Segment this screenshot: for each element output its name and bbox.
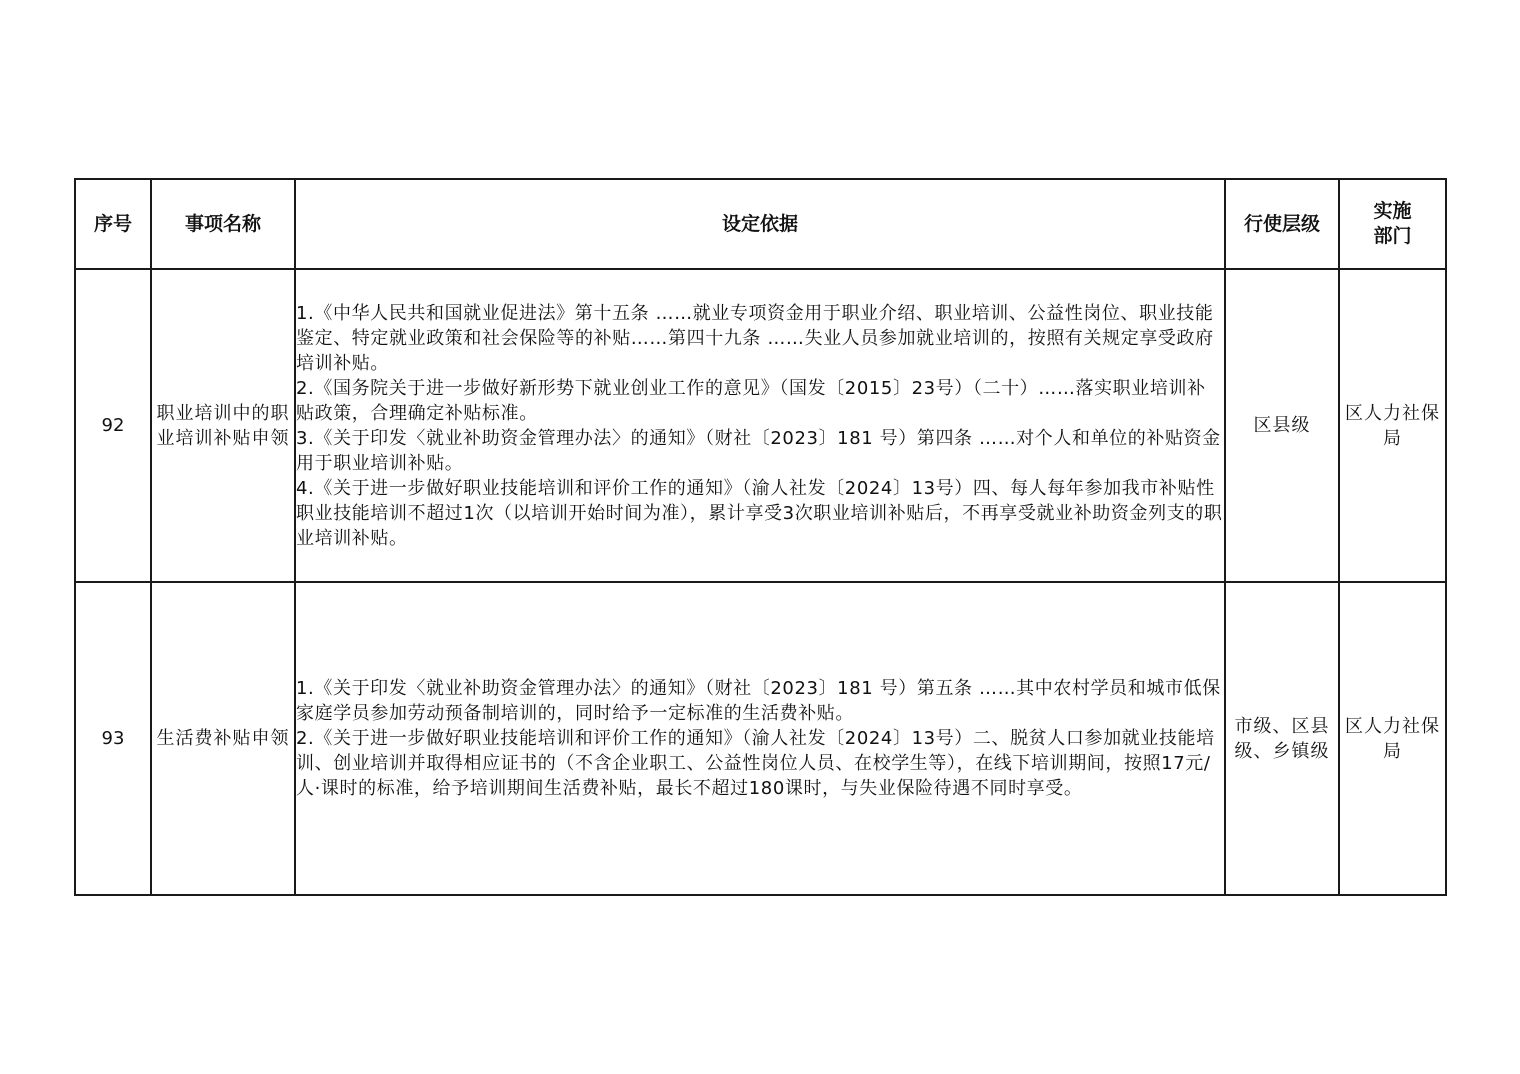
header-dept (1339, 179, 1446, 269)
header-name: 事项名称 (151, 179, 295, 269)
row-dept: 区人力社保局 (1339, 269, 1446, 582)
basis-item: 1.《中华人民共和国就业促进法》第十五条 ……就业专项资金用于职业介绍、职业培训、公益性岗位、职业技能鉴定、特定就业政策和社会保险等的补贴……第四十九条 ……失业人员参加就业培训的，按照有关规定享受政府培训补贴。 (296, 302, 1214, 374)
header-basis: 设定依据 (295, 179, 1225, 269)
basis-item: 4.《关于进一步做好职业技能培训和评价工作的通知》（渝人社发〔2024〕13号）四、每人每年参加我市补贴性职业技能培训不超过1次（以培训开始时间为准），累计享受3次职业培训补贴后，不再享受就业补助资金列支的职业培训补贴。 (296, 477, 1223, 549)
row-level: 区县级 (1225, 269, 1339, 582)
row-level: 市级、区县级、乡镇级 (1225, 582, 1339, 895)
header-level: 行使层级 (1225, 179, 1339, 269)
row-basis (295, 582, 1225, 895)
table-row (75, 582, 1446, 895)
row-seq: 93 (75, 582, 151, 895)
table-row (75, 269, 1446, 582)
basis-item: 2.《关于进一步做好职业技能培训和评价工作的通知》（渝人社发〔2024〕13号）二、脱贫人口参加就业技能培训、创业培训并取得相应证书的（不含企业职工、公益性岗位人员、在校学生等），在线下培训期间，按照17元/人·课时的标准，给予培训期间生活费补贴，最长不超过180课时，与失业保险待遇不同时享受。 (296, 728, 1215, 799)
matters-table (74, 178, 1447, 896)
row-name: 职业培训中的职业培训补贴申领 (151, 269, 295, 582)
basis-item: 3.《关于印发〈就业补助资金管理办法〉的通知》（财社〔2023〕181 号）第四条 ……对个人和单位的补贴资金用于职业培训补贴。 (296, 427, 1221, 474)
basis-item: 1.《关于印发〈就业补助资金管理办法〉的通知》（财社〔2023〕181 号）第五条 ……其中农村学员和城市低保家庭学员参加劳动预备制培训的，同时给予一定标准的生活费补贴。 (296, 678, 1221, 724)
basis-item: 2.《国务院关于进一步做好新形势下就业创业工作的意见》（国发〔2015〕23号）（二十）……落实职业培训补贴政策，合理确定补贴标准。 (296, 377, 1206, 424)
header-dept-text: 实施部门 (1373, 200, 1412, 247)
row-basis (295, 269, 1225, 582)
row-seq: 92 (75, 269, 151, 582)
row-name: 生活费补贴申领 (151, 582, 295, 895)
row-dept: 区人力社保局 (1339, 582, 1446, 895)
header-seq: 序号 (75, 179, 151, 269)
table-header-row (75, 179, 1446, 269)
